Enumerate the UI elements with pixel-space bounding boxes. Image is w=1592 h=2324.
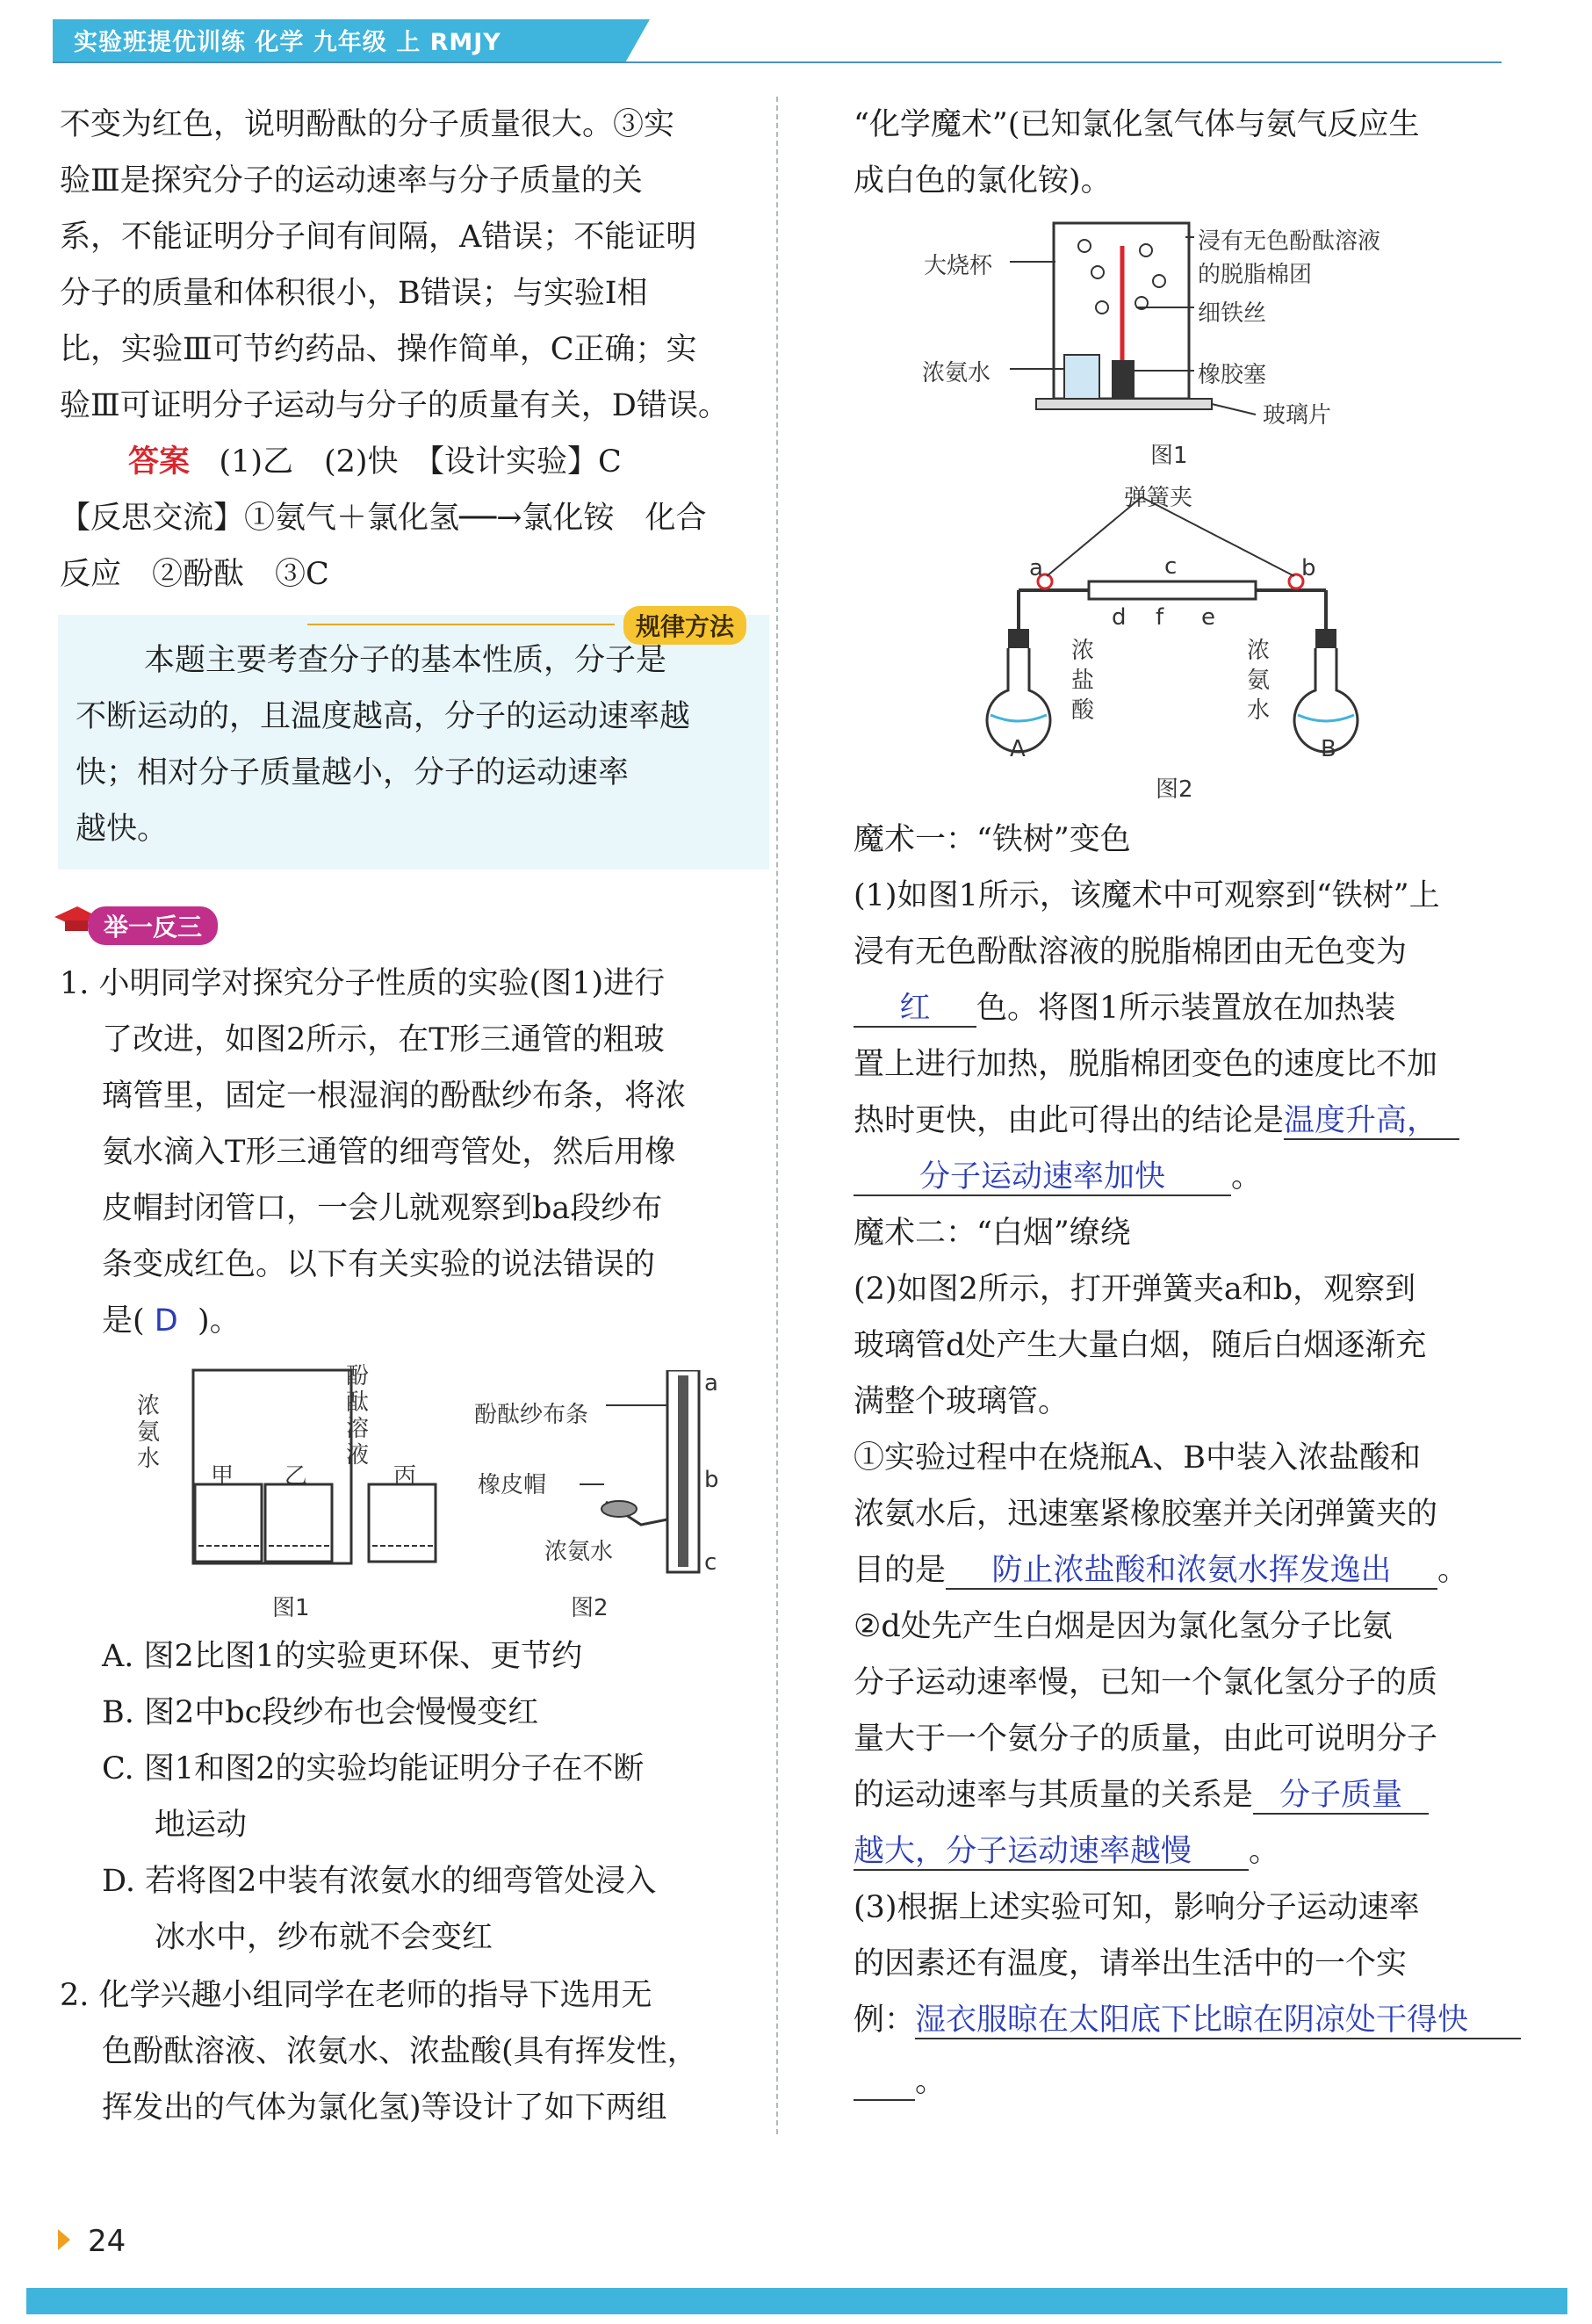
label-beaker: 大烧杯	[924, 253, 993, 279]
label-mao: 橡皮帽	[478, 1472, 547, 1498]
q1-line: 氨水滴入T形三通管的细弯管处，然后用橡	[102, 1135, 676, 1170]
page-number: 24	[88, 2224, 126, 2259]
fig1-caption: 图1	[272, 1595, 310, 1621]
magic-figure-2	[983, 480, 1361, 805]
method-line: 本题主要考查分子的基本性质，分子是	[144, 643, 667, 678]
answer-example: 湿衣服晾在太阳底下比晾在阴凉处干得快	[915, 2003, 1521, 2039]
q1-last-line: 是( D )。	[102, 1303, 241, 1339]
method-line: 越快。	[76, 812, 169, 847]
answer-line-1: 答案 (1)乙 (2)快 【设计实验】C	[128, 444, 622, 480]
fig2-caption: 图2	[571, 1595, 609, 1621]
label-tiao: 酚酞纱布条	[474, 1402, 589, 1428]
r-q2-more: ②d处先产生白烟是因为氯化氢分子比氨	[854, 1609, 1393, 1644]
q1-line: 了改进，如图2所示，在T形三通管的粗玻	[102, 1022, 665, 1057]
section-tag: 举一反三	[88, 906, 218, 945]
q1-line: 璃管里，固定一根湿润的酚酞纱布条，将浓	[102, 1079, 687, 1114]
r-q2-purpose: 目的是 防止浓盐酸和浓氨水挥发逸出 。	[854, 1553, 1469, 1588]
answer-mass: 分子质量	[1253, 1778, 1429, 1815]
r-q1-line: 浸有无色酚酞溶液的脱脂棉团由无色变为	[854, 935, 1408, 970]
r-q1-line4: 置上进行加热，脱脂棉团变色的速度比不加	[854, 1047, 1438, 1082]
method-line: 不断运动的，且温度越高，分子的运动速率越	[76, 699, 691, 734]
r-q2-more: 分子运动速率慢，已知一个氯化氢分子的质	[854, 1665, 1438, 1700]
label-hcl: 浓盐酸	[1071, 638, 1095, 724]
answer-label: 答案	[128, 444, 191, 480]
label-clip: 弹簧夹	[1124, 485, 1193, 511]
magic-figure-1	[922, 211, 1449, 469]
q2-line: 2. 化学兴趣小组同学在老师的指导下选用无	[60, 1978, 652, 2013]
r-q2-line: ①实验过程中在烧瓶A、B中装入浓盐酸和	[854, 1440, 1421, 1476]
label-a: a	[704, 1370, 718, 1397]
fig2-caption: 图2	[1156, 776, 1193, 803]
r-q3-example: 例：湿衣服晾在太阳底下比晾在阴凉处干得快	[854, 2003, 1521, 2039]
label-nh3: 浓氨水	[1247, 638, 1271, 724]
magic1-title: 魔术一：“铁树”变色	[854, 822, 1131, 857]
label-cotton-2: 的脱脂棉团	[1198, 262, 1313, 288]
method-line: 快；相对分子质量越小，分子的运动速率	[76, 755, 630, 790]
intro-line: “化学魔术”(已知氯化氢气体与氨气反应生	[854, 107, 1420, 142]
answer-red: 红	[854, 991, 976, 1028]
option-c-cont: 地运动	[155, 1808, 248, 1843]
label-flask-a: A	[1010, 736, 1026, 762]
q1-figure-2	[474, 1370, 738, 1581]
q2-line: 挥发出的气体为氯化氢)等设计了如下两组	[102, 2090, 667, 2126]
answer-line-2: 【反思交流】①氨气＋氯化氢──→氯化铵 化合	[60, 501, 707, 536]
label-cotton: 浸有无色酚酞溶液	[1198, 228, 1381, 255]
label-b: b	[1301, 555, 1316, 581]
label-bing: 丙	[393, 1463, 417, 1490]
label-jia: 甲	[211, 1463, 234, 1490]
answer-slower: 越大，分子运动速率越慢	[854, 1834, 1249, 1871]
label-c: c	[704, 1549, 717, 1576]
label-yi: 乙	[285, 1463, 308, 1490]
q1-line: 1. 小明同学对探究分子性质的实验(图1)进行	[60, 966, 666, 1001]
answer-purpose: 防止浓盐酸和浓氨水挥发逸出	[946, 1553, 1437, 1590]
intro-line: 成白色的氯化铵)。	[854, 163, 1112, 198]
label-flask-b: B	[1321, 736, 1336, 762]
r-q1-line3: 红 色。将图1所示装置放在加热装	[854, 991, 1395, 1028]
label-glass: 玻璃片	[1263, 402, 1332, 429]
label-wire: 细铁丝	[1198, 300, 1267, 327]
q1-answer: D	[154, 1303, 178, 1339]
magic2-title: 魔术二：“白烟”缭绕	[854, 1216, 1131, 1251]
r-q2-line: 满整个玻璃管。	[854, 1384, 1070, 1419]
analysis-line: 系，不能证明分子间有间隔，A错误；不能证明	[60, 220, 697, 255]
option-d-cont: 冰水中，纱布就不会变红	[155, 1920, 493, 1955]
analysis-line: 验Ⅲ是探究分子的运动速率与分子质量的关	[60, 163, 643, 198]
r-q2-line: 玻璃管d处产生大量白烟，随后白烟逐渐充	[854, 1328, 1427, 1363]
answer-line-3: 反应 ②酚酞 ③C	[60, 557, 329, 592]
label-fentai: 酚酞溶液	[346, 1363, 370, 1469]
label-ans: 浓氨水	[544, 1539, 614, 1565]
r-q3-line: (3)根据上述实验可知，影响分子运动速率	[854, 1890, 1420, 1925]
method-rule	[307, 624, 615, 625]
fig1-caption: 图1	[1150, 443, 1188, 469]
label-f: f	[1156, 604, 1164, 631]
footer-band	[26, 2288, 1567, 2314]
r-q1-line: (1)如图1所示，该魔术中可观察到“铁树”上	[854, 878, 1440, 913]
page-marker-icon	[58, 2229, 70, 2250]
answer-temp: 温度升高，	[1284, 1103, 1459, 1140]
r-q2-line: 浓氨水后，迅速塞紧橡胶塞并关闭弹簧夹的	[854, 1497, 1438, 1532]
label-b: b	[704, 1467, 719, 1493]
option-a: A. 图2比图1的实验更环保、更节约	[102, 1639, 583, 1674]
method-tag: 规律方法	[623, 606, 746, 645]
book-title: 实验班提优训练 化学 九年级 上 RMJY	[74, 29, 501, 56]
header-rule	[53, 61, 1502, 63]
r-q2-relation: 的运动速率与其质量的关系是 分子质量	[854, 1778, 1429, 1815]
label-nongansui: 浓氨水	[137, 1393, 161, 1472]
r-q2-line: (2)如图2所示，打开弹簧夹a和b，观察到	[854, 1272, 1416, 1307]
analysis-line: 不变为红色，说明酚酞的分子质量很大。③实	[60, 107, 675, 142]
r-q3-line: 的因素还有温度，请举出生活中的一个实	[854, 1946, 1408, 1981]
analysis-line: 验Ⅲ可证明分子运动与分子的质量有关，D错误。	[60, 388, 729, 423]
option-b: B. 图2中bc段纱布也会慢慢变红	[102, 1695, 539, 1730]
label-c: c	[1164, 553, 1178, 580]
label-ammonia: 浓氨水	[922, 360, 991, 386]
label-d: d	[1112, 604, 1127, 631]
r-q2-more: 量大于一个氨分子的质量，由此可说明分子	[854, 1721, 1438, 1757]
q1-line: 条变成红色。以下有关实验的说法错误的	[102, 1247, 656, 1282]
label-e: e	[1201, 604, 1215, 631]
option-c: C. 图1和图2的实验均能证明分子在不断	[102, 1751, 645, 1786]
option-d: D. 若将图2中装有浓氨水的细弯管处浸入	[102, 1864, 657, 1899]
column-divider	[776, 97, 778, 2134]
r-q1-line5: 热时更快，由此可得出的结论是温度升高，	[854, 1103, 1459, 1140]
q2-line: 色酚酞溶液、浓氨水、浓盐酸(具有挥发性，	[102, 2034, 698, 2069]
analysis-line: 分子的质量和体积很小，B错误；与实验Ⅰ相	[60, 276, 648, 311]
q1-figure-1	[132, 1361, 448, 1581]
r-q3-end: 。	[854, 2064, 946, 2101]
r-q2-relation-2: 越大，分子运动速率越慢 。	[854, 1834, 1280, 1869]
analysis-line: 比，实验Ⅲ可节约药品、操作简单，C正确；实	[60, 332, 697, 367]
answer-speed: 分子运动速率加快	[854, 1159, 1231, 1196]
r-q1-line6: 分子运动速率加快 。	[854, 1159, 1262, 1196]
label-a: a	[1029, 555, 1043, 581]
q1-line: 皮帽封闭管口，一会儿就观察到ba段纱布	[102, 1191, 663, 1226]
label-stopper: 橡胶塞	[1198, 362, 1267, 388]
